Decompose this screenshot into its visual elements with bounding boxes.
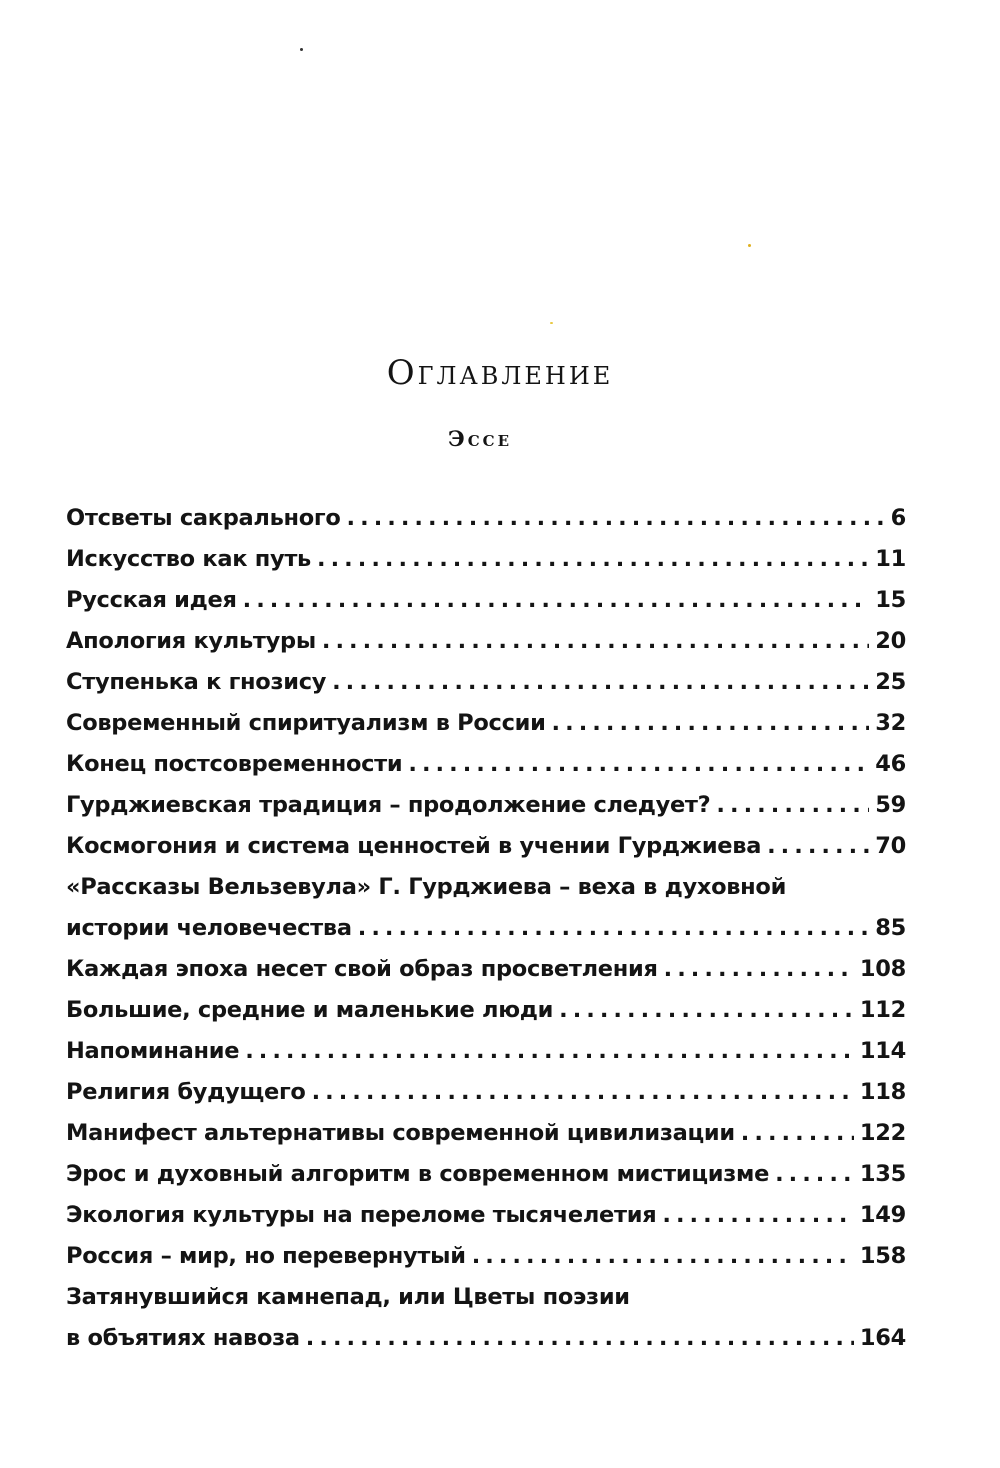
toc-entry[interactable] — [66, 744, 906, 785]
dot-leader — [559, 990, 854, 1031]
toc-entry-title-line1: Затянувшийся камнепад, или Цветы поэзии — [66, 1284, 630, 1310]
toc-entry[interactable] — [66, 621, 906, 662]
toc-entry[interactable] — [66, 990, 906, 1031]
dot-leader — [322, 621, 869, 662]
toc-entry-title: Ступенька к гнозису — [66, 669, 327, 695]
toc-entry-title: Конец постсовременности — [66, 751, 403, 777]
toc-entry[interactable] — [66, 662, 906, 703]
dot-leader — [767, 826, 869, 867]
dot-leader — [775, 1154, 854, 1195]
dot-leader — [716, 785, 869, 826]
dot-leader — [741, 1113, 854, 1154]
toc-entry-title: Искусство как путь — [66, 546, 311, 572]
toc-entry[interactable] — [66, 1072, 906, 1113]
toc-entry-page: 15 — [875, 587, 906, 613]
toc-entry-title: Экология культуры на переломе тысячелетия — [66, 1202, 657, 1228]
dot-leader — [408, 744, 869, 785]
toc-entry-page: 20 — [875, 628, 906, 654]
toc-entry-page: 118 — [859, 1079, 906, 1105]
toc-entry-page: 32 — [875, 710, 906, 736]
toc-entry-page: 114 — [859, 1038, 906, 1064]
dot-leader — [332, 662, 869, 703]
toc-entry-title: Россия – мир, но перевернутый — [66, 1243, 466, 1269]
print-speck — [748, 244, 751, 247]
toc-entry-page: 70 — [875, 833, 906, 859]
toc-entry-page: 135 — [859, 1161, 906, 1187]
toc-entry-page: 6 — [890, 505, 906, 531]
toc-entry-page: 122 — [859, 1120, 906, 1146]
toc-entry[interactable] — [66, 1195, 906, 1236]
toc-entry[interactable] — [66, 826, 906, 867]
dot-leader — [243, 580, 870, 621]
dot-leader — [312, 1072, 854, 1113]
toc-entry[interactable] — [66, 1031, 906, 1072]
toc-entry[interactable] — [66, 703, 906, 744]
toc-entry[interactable] — [66, 580, 906, 621]
toc-entry-title: Религия будущего — [66, 1079, 306, 1105]
section-title: Эссе — [447, 426, 512, 451]
toc-entry-page: 85 — [875, 915, 906, 941]
toc-entry-title: Большие, средние и маленькие люди — [66, 997, 554, 1023]
dot-leader — [662, 1195, 854, 1236]
print-speck — [550, 322, 553, 324]
toc-title: Оглавление — [386, 352, 614, 393]
toc-entry-page: 112 — [859, 997, 906, 1023]
dot-leader — [664, 949, 854, 990]
toc-entry[interactable] — [66, 1277, 906, 1359]
toc-entry-page: 158 — [859, 1243, 906, 1269]
toc-entry-title-line1: «Рассказы Вельзевула» Г. Гурджиева – веха в духовной — [66, 874, 787, 900]
toc-entry[interactable] — [66, 785, 906, 826]
toc-entry-title: Русская идея — [66, 587, 237, 613]
dot-leader — [347, 498, 885, 539]
toc-entry-title: Гурджиевская традиция – продолжение следует? — [66, 792, 711, 818]
toc-entry-page: 25 — [875, 669, 906, 695]
toc-entry-title: Каждая эпоха несет свой образ просветления — [66, 956, 658, 982]
toc-entry[interactable] — [66, 949, 906, 990]
dot-leader — [306, 1318, 854, 1359]
dot-leader — [317, 539, 869, 580]
toc-entry-title: Современный спиритуализм в России — [66, 710, 546, 736]
toc-entry-page: 149 — [859, 1202, 906, 1228]
toc-entry-page: 108 — [859, 956, 906, 982]
toc-entry[interactable] — [66, 539, 906, 580]
toc-entry[interactable] — [66, 1236, 906, 1277]
toc-entry-page: 46 — [875, 751, 906, 777]
dot-leader — [358, 908, 870, 949]
toc-list — [66, 498, 906, 1359]
dot-leader — [552, 703, 870, 744]
toc-entry-page: 164 — [859, 1325, 906, 1351]
toc-entry[interactable] — [66, 867, 906, 949]
toc-entry-title: в объятиях навоза — [66, 1325, 300, 1351]
toc-entry[interactable] — [66, 1154, 906, 1195]
toc-entry-title: Космогония и система ценностей в учении Гурджиева — [66, 833, 762, 859]
toc-entry-title: Отсветы сакрального — [66, 505, 341, 531]
toc-entry-title: Напоминание — [66, 1038, 240, 1064]
toc-entry-title: Манифест альтернативы современной цивилизации — [66, 1120, 735, 1146]
print-speck — [300, 48, 303, 51]
dot-leader — [472, 1236, 854, 1277]
toc-entry[interactable] — [66, 498, 906, 539]
toc-entry-title: Апология культуры — [66, 628, 316, 654]
dot-leader — [245, 1031, 854, 1072]
toc-entry-title: истории человечества — [66, 915, 352, 941]
toc-entry-page: 59 — [875, 792, 906, 818]
toc-entry-page: 11 — [875, 546, 906, 572]
toc-entry[interactable] — [66, 1113, 906, 1154]
toc-entry-title: Эрос и духовный алгоритм в современном мистицизме — [66, 1161, 770, 1187]
